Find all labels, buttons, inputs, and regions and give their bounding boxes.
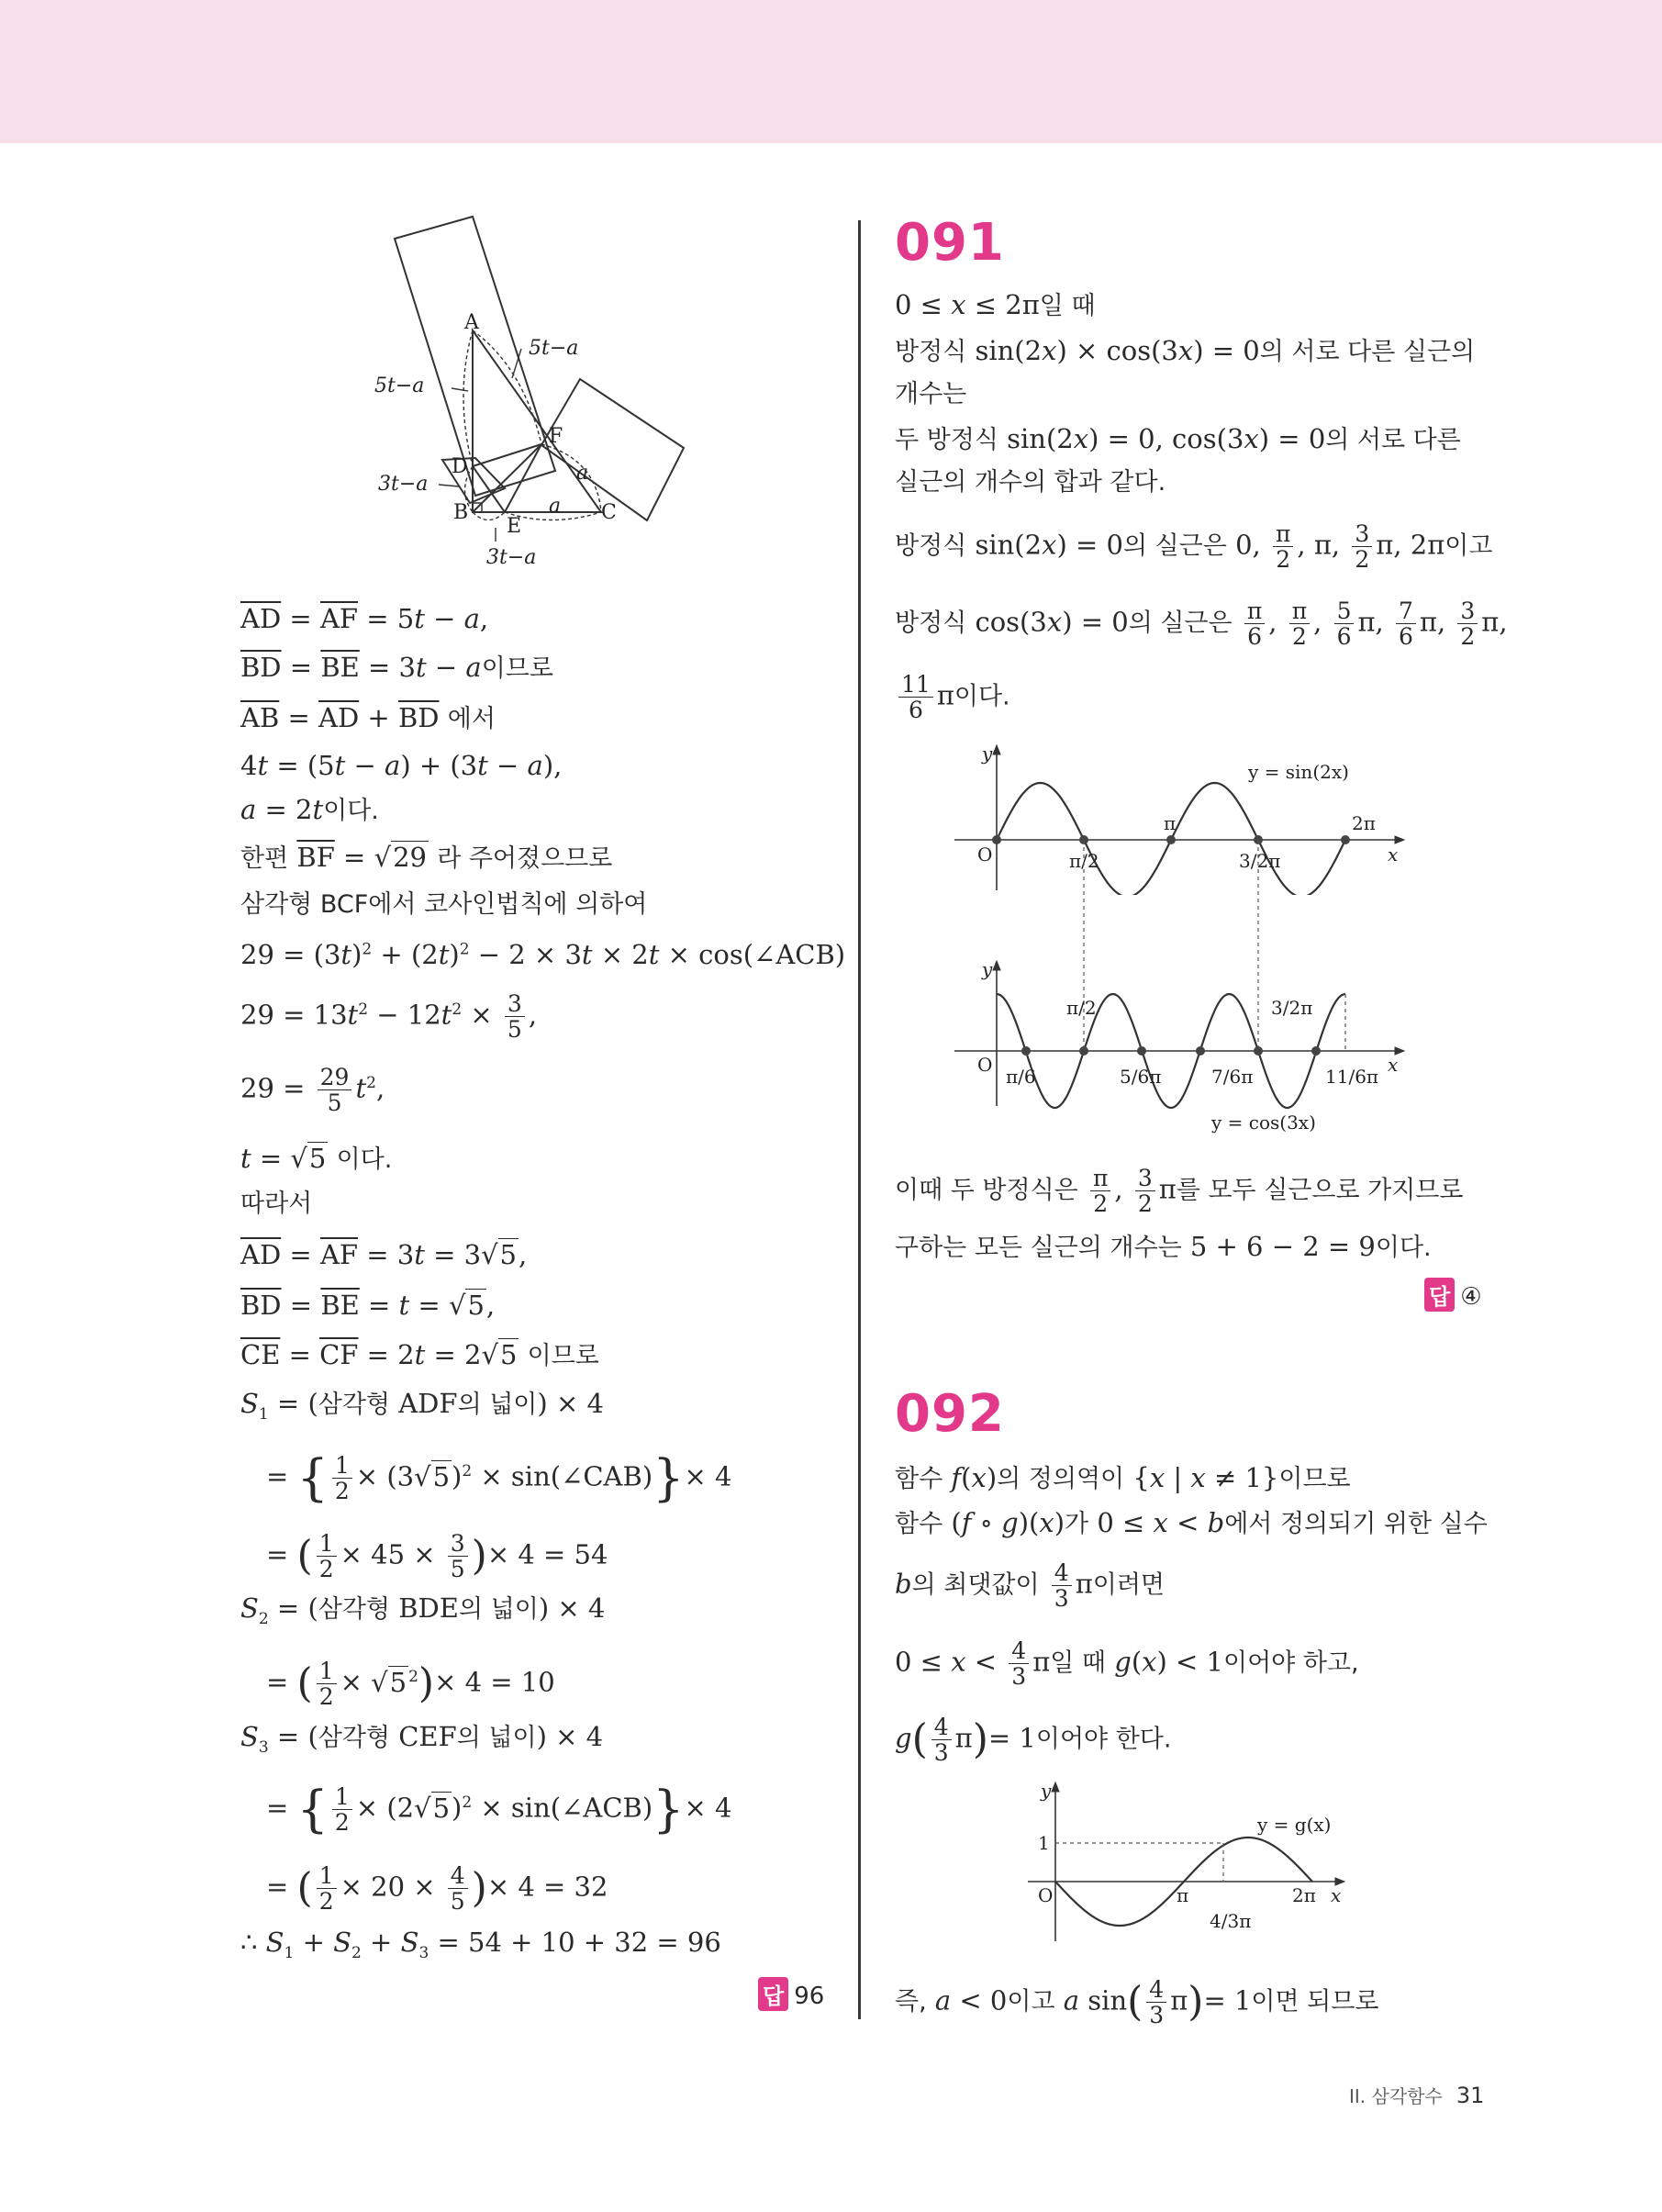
g3-x-label: x [1331, 1884, 1342, 1906]
g3-one: 1 [1038, 1832, 1050, 1854]
fig-label-5ta-right: 5t−a [529, 337, 579, 360]
footer [1349, 2082, 1484, 2108]
left-line-23: = ( $\frac{1}{2}$ × 20 × $\frac{4}{5}$ )× 4 = 32 [266, 1862, 608, 1915]
problem-number-092: 092 [895, 1384, 1005, 1444]
p091-line-2: 방정식 sin(2x) × cos(3x) = 0의 서로 다른 실근의 [895, 335, 1476, 366]
left-line-14: $\overline{BD} = \overline{BE} = t = √5$, [240, 1290, 496, 1321]
left-line-16: $S_1$ = (삼각형 ADF의 넓이) × 4 [240, 1388, 604, 1424]
header-band [0, 0, 1662, 143]
g3-origin: O [1038, 1884, 1054, 1906]
problem-number-091: 091 [895, 213, 1005, 273]
p091-line-9: 이때 두 방정식은 $\frac{\pi}{2}$ , $\frac{3}{2}$ π를 모두 실근으로 가지므로 [895, 1165, 1464, 1217]
g2-11pi-6: 11/6π [1325, 1066, 1379, 1088]
answer-badge: 답 [758, 1977, 788, 2011]
left-line-13: $\overline{AD} = \overline{AF} = 3t = 3√5$, [240, 1239, 528, 1270]
fig-label-D: D [452, 455, 468, 478]
g3-4pi-3: 4/3π [1210, 1910, 1252, 1932]
g1-curve-label: y = sin(2x) [1248, 761, 1349, 783]
fig-label-5ta-left: 5t−a [374, 374, 425, 397]
g2-pi-half: π/2 [1066, 997, 1097, 1019]
left-line-4: 4t = (5t − a) + (3t − a), [240, 750, 563, 781]
answer-value-091: ④ [1460, 1283, 1482, 1311]
g2-origin: O [977, 1054, 993, 1076]
g3-pi: π [1177, 1884, 1189, 1906]
answer-badge-091: 답 [1424, 1278, 1455, 1312]
g1-pi: π [1164, 812, 1177, 834]
fig-label-a-cf: a [576, 462, 589, 485]
g2-5pi-6: 5/6π [1120, 1066, 1162, 1088]
left-line-18: = ( $\frac{1}{2}$ × 45 × $\frac{3}{5}$ )× 4 = 54 [266, 1530, 608, 1582]
square-cf [541, 379, 684, 520]
g1-2pi: 2π [1352, 812, 1376, 834]
g1-origin: O [977, 843, 993, 866]
left-line-10: 29 = $\frac{29}{5}$ $t^2$, [240, 1064, 385, 1116]
p091-line-6: 방정식 sin(2x) = 0의 실근은 0, $\frac{\pi}{2}$ , π, $\frac{3}{2}$ π, 2π이고 [895, 520, 1493, 573]
fig-label-a-ec: a [549, 495, 562, 518]
p092-line-2: 함수 (f ∘ g)(x)가 0 ≤ x < b에서 정의되기 위한 실수 [895, 1507, 1488, 1538]
left-line-5: a = 2t이다. [240, 794, 379, 825]
g2-pi-6: π/6 [1006, 1066, 1036, 1088]
p091-line-7: 방정식 cos(3x) = 0의 실근은 $\frac{\pi}{6}$ , $\frac{\pi}{2}$ , $\frac{5}{6}$ π, $\frac{7}{6}$ π, $\frac{3}{2}$ π, [895, 598, 1508, 650]
left-line-21: $S_3$ = (삼각형 CEF의 넓이) × 4 [240, 1721, 604, 1757]
p092-line-6: 즉, a < 0이고 a sin( $\frac{4}{3}$ π)= 1이면 되므로 [895, 1976, 1379, 2028]
g1-pi-half: π/2 [1069, 850, 1099, 872]
footer-page: 31 [1456, 2083, 1485, 2108]
p092-line-5: g( $\frac{4}{3}$ π)= 1이어야 한다. [895, 1714, 1172, 1766]
fig-label-3ta-left: 3t−a [378, 473, 429, 496]
p091-line-3: 개수는 [895, 380, 967, 408]
left-line-2: $\overline{BD} = \overline{BE} = 3t - a$이므로 [240, 652, 553, 683]
g2-3pi-half: 3/2π [1271, 997, 1313, 1019]
left-line-15: $\overline{CE} = \overline{CF} = 2t = 2√5$ 이므로 [240, 1339, 599, 1370]
fig-label-C: C [601, 501, 617, 524]
left-line-9: $29 = 13t^2 - 12t^2$ × $\frac{3}{5}$ , [240, 990, 538, 1043]
p091-line-10: 구하는 모든 실근의 개수는 5 + 6 − 2 = 9이다. [895, 1231, 1432, 1262]
left-line-6: 한편 $\overline{BF} = √29$ 라 주어졌으므로 [240, 842, 613, 873]
fig-label-E: E [507, 515, 522, 538]
answer-value: 96 [794, 1983, 825, 2010]
column-divider [858, 220, 861, 2019]
fig-label-F: F [549, 425, 563, 448]
left-line-7: 삼각형 BCF에서 코사인법칙에 의하여 [240, 890, 648, 919]
footer-chapter: II. 삼각함수 [1349, 2085, 1443, 2107]
p091-line-8: $\frac{11}{6}$ π이다. [895, 672, 1010, 722]
graph-cos3x [954, 959, 1413, 1143]
left-line-1: $\overline{AD} = \overline{AF} = 5t - a$, [240, 603, 489, 634]
p092-line-3: b의 최댓값이 $\frac{4}{3}$ π이려면 [895, 1559, 1166, 1612]
left-line-12: 따라서 [240, 1190, 313, 1218]
left-line-8: $29 = (3t)^2 + (2t)^2 - 2 \times 3t \times 2t$ × cos(∠ACB) [240, 939, 846, 970]
fig-label-B: B [453, 501, 469, 524]
g1-x-label: x [1388, 843, 1399, 866]
left-line-11: t = √5 이다. [240, 1143, 393, 1174]
p091-line-1: 0 ≤ x ≤ 2π일 때 [895, 289, 1096, 320]
fig-label-A: A [464, 311, 479, 334]
left-line-24: ∴ $S_1 + S_2 + S_3 = 54 + 10 + 32 = 96$ [240, 1927, 721, 1962]
left-line-20: = ( $\frac{1}{2}$ × √5 $^2$)× 4 = 10 [266, 1658, 555, 1710]
left-line-22: = { $\frac{1}{2}$ × $(2√5)^2$ × sin(∠ACB)}× 4 [266, 1780, 732, 1838]
answer-091 [1424, 1278, 1482, 1312]
fig-label-3ta-bottom: 3t−a [486, 546, 537, 569]
g3-2pi: 2π [1292, 1884, 1316, 1906]
g2-y-label: y [982, 959, 993, 980]
answer-90 [758, 1977, 824, 2011]
p091-line-4: 두 방정식 sin(2x) = 0, cos(3x) = 0의 서로 다른 [895, 423, 1461, 454]
graph-gx [1028, 1781, 1358, 1946]
g2-x-label: x [1388, 1054, 1399, 1076]
g3-curve-label: y = g(x) [1257, 1814, 1332, 1836]
g1-3pi-half: 3/2π [1239, 850, 1281, 872]
p092-line-1: 함수 f(x)의 정의역이 {x | x ≠ 1}이므로 [895, 1462, 1351, 1493]
left-line-19: $S_2$ = (삼각형 BDE의 넓이) × 4 [240, 1592, 606, 1628]
p091-line-5: 실근의 개수의 합과 같다. [895, 468, 1166, 497]
g2-7pi-6: 7/6π [1211, 1066, 1254, 1088]
triangle-figure [367, 211, 716, 578]
g2-curve-label: y = cos(3x) [1211, 1112, 1316, 1134]
g3-y-label: y [1041, 1781, 1052, 1802]
left-line-17: = { $\frac{1}{2}$ × $(3√5)^2$ × sin(∠CAB)}× 4 [266, 1448, 732, 1507]
g1-y-label: y [982, 743, 993, 765]
left-line-3: $\overline{AB} = \overline{AD} + \overline{BD}$ 에서 [240, 702, 496, 733]
p092-line-4: 0 ≤ x < $\frac{4}{3}$ π일 때 g(x) < 1이어야 하고, [895, 1637, 1359, 1690]
